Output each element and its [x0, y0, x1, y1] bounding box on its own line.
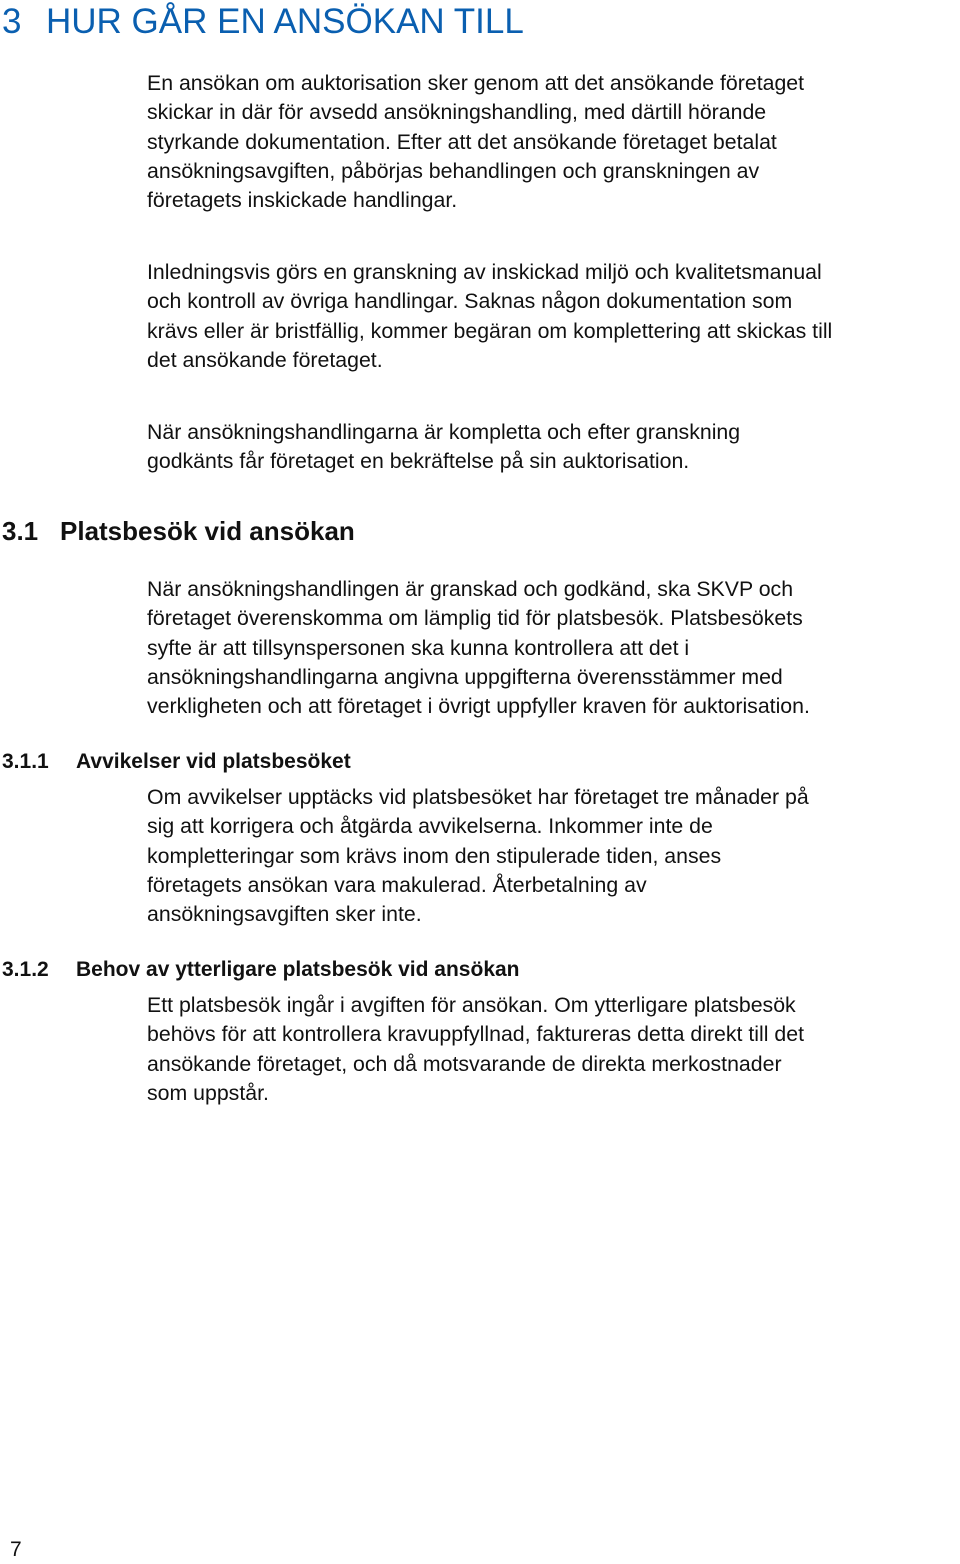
paragraph-line: ansökningsavgiften sker inte.: [147, 902, 422, 927]
section-3-1-number: 3.1: [2, 516, 39, 546]
paragraph-line: En ansökan om auktorisation sker genom att det ansökande företaget: [147, 71, 805, 95]
paragraph-line: godkänts får företaget en bekräftelse på sin auktorisation.: [147, 449, 690, 474]
section-3-1-2-heading: [2, 956, 520, 984]
paragraph-line: krävs eller är bristfällig, kommer begäran om komplettering att skickas till: [147, 318, 833, 343]
paragraph-line: företagets ansökan vara makulerad. Återbetalning av: [147, 872, 647, 897]
paragraph-line: Om avvikelser upptäcks vid platsbesöket har företaget tre månader på: [147, 785, 809, 809]
section-3-1-paragraph: [147, 575, 959, 721]
section-3-1-1-number: 3.1.1: [2, 750, 49, 773]
section-3-1-2-number: 3.1.2: [2, 958, 49, 981]
paragraph-line: företaget överenskomma om lämplig tid för platsbesök. Platsbesökets: [147, 606, 803, 631]
paragraph-line: När ansökningshandlingen är granskad och godkänd, ska SKVP och: [147, 577, 794, 601]
paragraph-line: företagets inskickade handlingar.: [147, 188, 458, 213]
paragraph-line: det ansökande företaget.: [147, 347, 383, 372]
paragraph-line: styrkande dokumentation. Efter att det ansökande företaget betalat: [147, 129, 777, 154]
section-3-1-1-paragraph: [147, 783, 959, 929]
paragraph-line: Inledningsvis görs en granskning av inskickad miljö och kvalitetsmanual: [147, 260, 822, 284]
section-3-number: 3: [2, 2, 22, 41]
section-3-title: HUR GÅR EN ANSÖKAN TILL: [46, 2, 524, 41]
paragraph-line: Ett platsbesök ingår i avgiften för ansökan. Om ytterligare platsbesök: [147, 993, 796, 1017]
section-3-1-heading: [2, 515, 355, 547]
paragraph-line: ansökningsavgiften, påbörjas behandlingen och granskningen av: [147, 158, 760, 183]
paragraph-line: sig att korrigera och åtgärda avvikelserna. Inkommer inte de: [147, 814, 713, 839]
paragraph-line: skickar in där för avsedd ansökningshandling, med därtill hörande: [147, 100, 767, 125]
paragraph-line: och kontroll av övriga handlingar. Saknas någon dokumentation som: [147, 289, 793, 314]
paragraph-line: verkligheten och att företaget i övrigt uppfyller kraven för auktorisation.: [147, 694, 810, 719]
page-number: 7: [10, 1538, 22, 1561]
paragraph-line: ansökningshandlingarna angivna uppgifterna överensstämmer med: [147, 664, 783, 689]
paragraph-line: behövs för att kontrollera kravuppfyllnad, faktureras detta direkt till det: [147, 1022, 804, 1047]
paragraph-line: ansökande företaget, och då motsvarande de direkta merkostnader: [147, 1051, 782, 1076]
section-3-1-title: Platsbesök vid ansökan: [60, 516, 355, 546]
section-3-1-1-title: Avvikelser vid platsbesöket: [76, 750, 351, 773]
section-3-paragraph-2: [147, 258, 959, 375]
section-3-1-1-heading: [2, 748, 351, 776]
paragraph-line: kompletteringar som krävs inom den stipulerade tiden, anses: [147, 843, 722, 868]
section-3-paragraph-1: [147, 69, 959, 215]
section-3-1-2-paragraph: [147, 991, 959, 1108]
paragraph-line: syfte är att tillsynspersonen ska kunna kontrollera att det i: [147, 635, 690, 660]
section-3-paragraph-3: [147, 418, 959, 477]
paragraph-line: När ansökningshandlingarna är kompletta och efter granskning: [147, 420, 741, 444]
section-3-heading: [2, 0, 524, 44]
section-3-1-2-title: Behov av ytterligare platsbesök vid ansökan: [76, 958, 520, 981]
paragraph-line: som uppstår.: [147, 1080, 269, 1105]
